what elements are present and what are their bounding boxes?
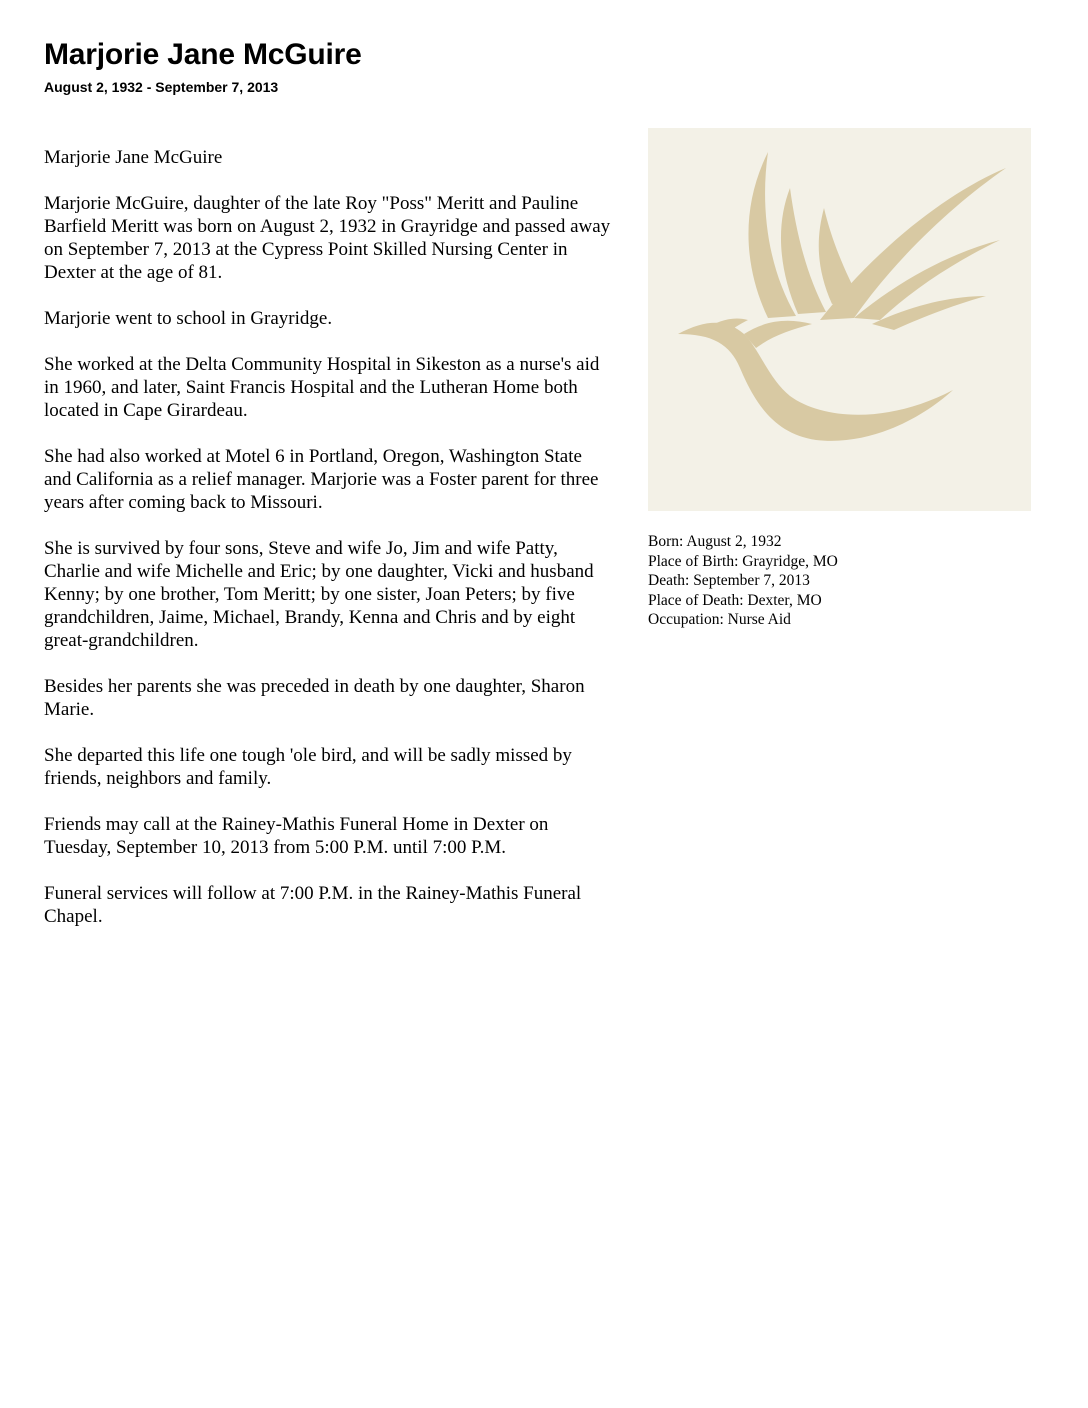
obituary-paragraph: Marjorie McGuire, daughter of the late Roy "Poss" Meritt and Pauline Barfield Meritt was born on August 2, 1932 in Grayridge and passed away on September 7, 2013 at the Cypress Point Skilled Nursing Center in Dexter at the age of 81. (44, 193, 611, 283)
life-dates: August 2, 1932 - September 7, 2013 (44, 79, 279, 95)
obituary-text (44, 146, 614, 951)
page-title: Marjorie Jane McGuire (44, 38, 362, 71)
obituary-paragraph: She worked at the Delta Community Hospital in Sikeston as a nurse's aid in 1960, and later, Saint Francis Hospital and the Lutheran Home both located in Cape Girardeau. (44, 354, 600, 421)
obituary-paragraph: She is survived by four sons, Steve and wife Jo, Jim and wife Patty, Charlie and wife Michelle and Eric; by one daughter, Vicki and husband Kenny; by one brother, Tom Meritt; by one sister, Joan Peters; by five grandchildren, Jaime, Michael, Brandy, Kenna and Chris and by eight great-grandchildren. (44, 538, 594, 651)
obituary-paragraph: Marjorie went to school in Grayridge. (44, 308, 333, 329)
obituary-paragraph: Besides her parents she was preceded in death by one daughter, Sharon Marie. (44, 676, 585, 720)
obituary-header (44, 36, 644, 96)
obituary-paragraph: Funeral services will follow at 7:00 P.M. in the Rainey-Mathis Funeral Chapel. (44, 883, 582, 927)
obituary-paragraph: She departed this life one tough 'ole bird, and will be sadly missed by friends, neighbors and family. (44, 745, 572, 789)
obituary-paragraph: She had also worked at Motel 6 in Portland, Oregon, Washington State and California as a relief manager. Marjorie was a Foster parent for three years after coming back to Missouri. (44, 446, 599, 513)
fact-born: Born: August 2, 1932 (648, 533, 782, 550)
obituary-paragraph: Marjorie Jane McGuire (44, 147, 223, 168)
fact-place-of-death: Place of Death: Dexter, MO (648, 591, 822, 609)
vital-facts (648, 532, 1031, 630)
memorial-image (648, 128, 1031, 511)
fact-place-of-birth: Place of Birth: Grayridge, MO (648, 552, 838, 570)
dove-icon (648, 128, 1031, 511)
obituary-paragraph: Friends may call at the Rainey-Mathis Funeral Home in Dexter on Tuesday, September 10, 2013 from 5:00 P.M. until 7:00 P.M. (44, 814, 549, 858)
fact-death: Death: September 7, 2013 (648, 572, 810, 590)
fact-occupation: Occupation: Nurse Aid (648, 611, 791, 629)
